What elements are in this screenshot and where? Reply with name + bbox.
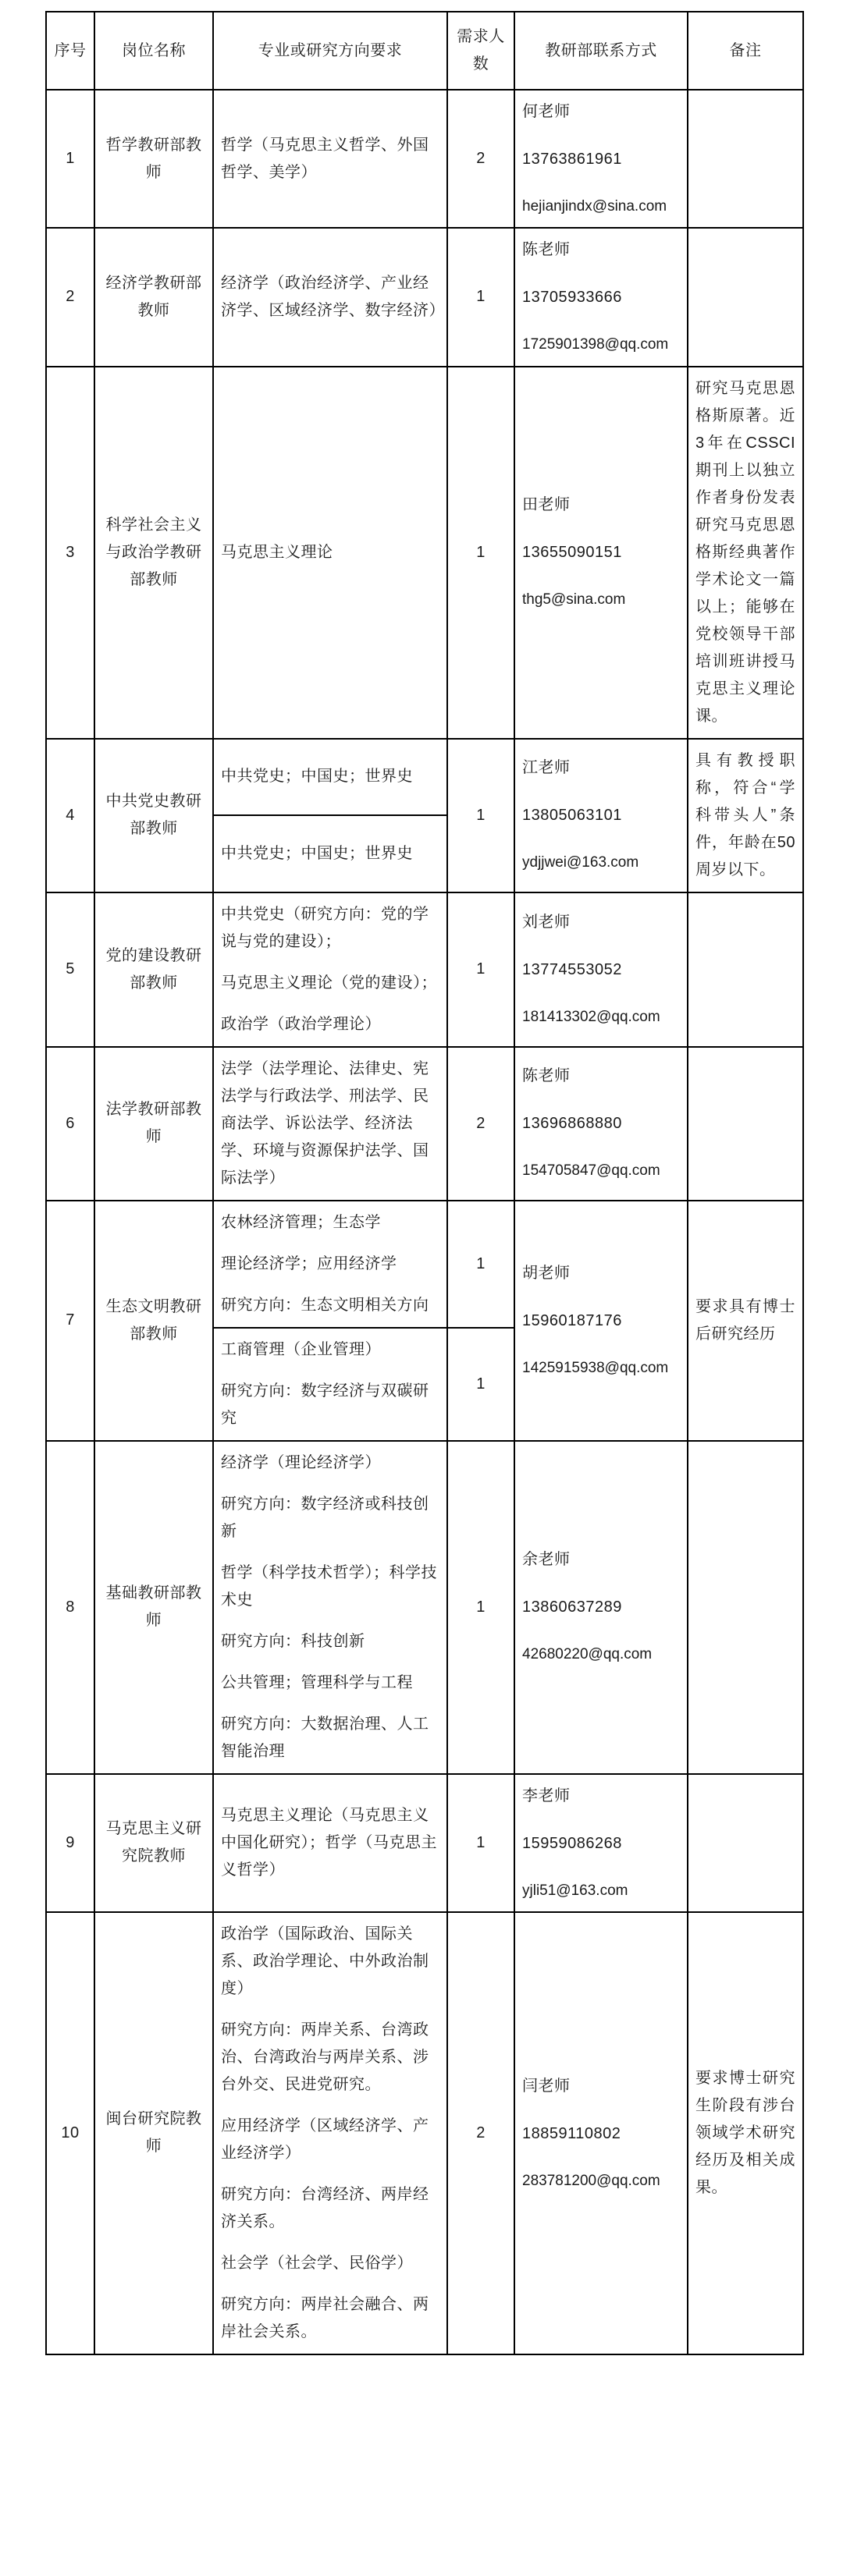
index-cell: 9 (46, 1774, 94, 1912)
remark-cell (688, 1441, 803, 1774)
remark-text: 具有教授职称，符合“学科带头人”条件，年龄在50周岁以下。 (695, 751, 795, 878)
remark-cell (688, 1201, 803, 1441)
major-cell (213, 1201, 447, 1328)
job-requirements-table (45, 11, 804, 2355)
table-row (46, 1912, 803, 2354)
contact-phone: 13860637289 (522, 1598, 622, 1616)
contact-phone: 15959086268 (522, 1834, 622, 1852)
major-line: 政治学（政治学理论） (221, 1015, 381, 1033)
post-name-cell: 中共党史教研部教师 (94, 739, 213, 892)
major-line: 马克思主义理论 (221, 543, 333, 561)
contact-name: 李老师 (522, 1787, 571, 1804)
contact-name: 刘老师 (522, 913, 571, 931)
major-line: 研究方向：生态文明相关方向 (221, 1296, 429, 1314)
count-cell: 1 (447, 1441, 514, 1774)
major-line: 理论经济学；应用经济学 (221, 1254, 397, 1272)
major-line: 中共党史；中国史；世界史 (221, 844, 413, 862)
table-row (46, 892, 803, 1047)
contact-name: 闫老师 (522, 2077, 571, 2095)
major-line: 经济学（政治经济学、产业经济学、区域经济学、数字经济） (221, 274, 445, 319)
contact-phone: 13705933666 (522, 289, 622, 307)
table-row (46, 1201, 803, 1328)
table-row (46, 1774, 803, 1912)
major-line: 中共党史（研究方向：党的学说与党的建设）； (221, 905, 429, 950)
contact-email: 1425915938@qq.com (522, 1359, 669, 1376)
contact-email: 283781200@qq.com (522, 2172, 660, 2189)
table-header (46, 12, 803, 90)
major-line: 经济学（理论经济学） (221, 1453, 381, 1471)
contact-email: yjli51@163.com (522, 1882, 628, 1899)
contact-name: 陈老师 (522, 241, 571, 259)
post-name-cell: 基础教研部教师 (94, 1441, 213, 1774)
remark-cell (688, 1774, 803, 1912)
major-cell (213, 1912, 447, 2354)
count-cell: 1 (447, 1328, 514, 1441)
header-count: 需求人数 (447, 12, 514, 90)
contact-email: hejianjindx@sina.com (522, 198, 667, 215)
count-cell: 2 (447, 90, 514, 228)
post-name-cell: 马克思主义研究院教师 (94, 1774, 213, 1912)
count-cell: 1 (447, 739, 514, 892)
remark-cell (688, 90, 803, 228)
index-cell: 2 (46, 228, 94, 366)
major-cell (213, 367, 447, 739)
count-cell: 1 (447, 892, 514, 1047)
contact-cell (514, 1201, 688, 1441)
major-line: 政治学（国际政治、国际关系、政治学理论、中外政治制度） (221, 1925, 429, 1997)
post-name-cell: 哲学教研部教师 (94, 90, 213, 228)
post-name-cell: 科学社会主义与政治学教研部教师 (94, 367, 213, 739)
post-name-cell: 党的建设教研部教师 (94, 892, 213, 1047)
major-cell (213, 228, 447, 366)
count-cell: 1 (447, 1774, 514, 1912)
major-line: 法学（法学理论、法律史、宪法学与行政法学、刑法学、民商法学、诉讼法学、经济法学、环境与资源保护法学、国际法学） (221, 1059, 429, 1187)
major-line: 研究方向：数字经济或科技创新 (221, 1495, 429, 1540)
table-row (46, 1047, 803, 1201)
major-line: 研究方向：两岸关系、台湾政治、台湾政治与两岸关系、涉台外交、民进党研究。 (221, 2021, 429, 2093)
contact-cell (514, 1774, 688, 1912)
header-row (46, 12, 803, 90)
remark-text: 要求博士研究生阶段有涉台领域学术研究经历及相关成果。 (695, 2069, 795, 2196)
contact-phone: 15960187176 (522, 1311, 622, 1329)
major-line: 公共管理；管理科学与工程 (221, 1673, 413, 1691)
contact-cell (514, 1047, 688, 1201)
contact-email: ydjjwei@163.com (522, 854, 639, 871)
major-cell (213, 1047, 447, 1201)
contact-email: 154705847@qq.com (522, 1162, 660, 1180)
major-line: 研究方向：科技创新 (221, 1632, 365, 1650)
contact-cell (514, 367, 688, 739)
contact-email: 42680220@qq.com (522, 1646, 653, 1663)
index-cell: 6 (46, 1047, 94, 1201)
major-line: 研究方向：两岸社会融合、两岸社会关系。 (221, 2295, 429, 2340)
remark-cell (688, 1047, 803, 1201)
count-cell: 1 (447, 1201, 514, 1328)
major-line: 社会学（社会学、民俗学） (221, 2254, 413, 2272)
remark-text: 研究马克思恩格斯原著。近3年在CSSCI期刊上以独立作者身份发表研究马克思恩格斯经典著作学术论文一篇以上；能够在党校领导干部培训班讲授马克思主义理论课。 (695, 379, 795, 725)
contact-phone: 13774553052 (522, 960, 622, 978)
major-line: 工商管理（企业管理） (221, 1340, 381, 1358)
major-line: 中共党史；中国史；世界史 (221, 768, 413, 786)
major-line: 研究方向：台湾经济、两岸经济关系。 (221, 2185, 429, 2230)
contact-cell (514, 228, 688, 366)
count-cell: 2 (447, 1047, 514, 1201)
index-cell: 7 (46, 1201, 94, 1441)
major-cell (213, 739, 447, 816)
contact-cell (514, 1912, 688, 2354)
header-index: 序号 (46, 12, 94, 90)
major-line: 马克思主义理论（党的建设）； (221, 974, 437, 992)
table-row (46, 739, 803, 816)
major-line: 研究方向：大数据治理、人工智能治理 (221, 1715, 429, 1760)
index-cell: 5 (46, 892, 94, 1047)
major-cell (213, 1328, 447, 1441)
contact-name: 胡老师 (522, 1264, 571, 1282)
table-row (46, 90, 803, 228)
header-major: 专业或研究方向要求 (213, 12, 447, 90)
table-row (46, 367, 803, 739)
index-cell: 3 (46, 367, 94, 739)
major-cell (213, 90, 447, 228)
remark-cell (688, 228, 803, 366)
major-line: 哲学（马克思主义哲学、外国哲学、美学） (221, 136, 429, 181)
major-cell (213, 892, 447, 1047)
header-contact: 教研部联系方式 (514, 12, 688, 90)
contact-name: 田老师 (522, 496, 571, 514)
remark-cell (688, 739, 803, 892)
major-cell (213, 1441, 447, 1774)
major-cell (213, 1774, 447, 1912)
remark-cell (688, 892, 803, 1047)
post-name-cell: 闽台研究院教师 (94, 1912, 213, 2354)
contact-phone: 13805063101 (522, 807, 622, 825)
contact-email: 1725901398@qq.com (522, 336, 669, 353)
contact-name: 余老师 (522, 1551, 571, 1569)
major-line: 农林经济管理；生态学 (221, 1213, 381, 1231)
contact-email: thg5@sina.com (522, 591, 626, 609)
contact-name: 陈老师 (522, 1067, 571, 1085)
major-line: 应用经济学（区域经济学、产业经济学） (221, 2117, 429, 2162)
count-cell: 1 (447, 367, 514, 739)
contact-phone: 13655090151 (522, 544, 622, 562)
post-name-cell: 生态文明教研部教师 (94, 1201, 213, 1441)
contact-cell (514, 892, 688, 1047)
contact-name: 江老师 (522, 759, 571, 777)
count-cell: 2 (447, 1912, 514, 2354)
table-row (46, 228, 803, 366)
post-name-cell: 经济学教研部教师 (94, 228, 213, 366)
count-cell: 1 (447, 228, 514, 366)
header-remark: 备注 (688, 12, 803, 90)
post-name-cell: 法学教研部教师 (94, 1047, 213, 1201)
major-line: 马克思主义理论（马克思主义中国化研究）；哲学（马克思主义哲学） (221, 1806, 437, 1879)
major-cell (213, 815, 447, 892)
index-cell: 1 (46, 90, 94, 228)
major-line: 研究方向：数字经济与双碳研究 (221, 1382, 429, 1427)
contact-cell (514, 739, 688, 892)
contact-name: 何老师 (522, 103, 571, 120)
contact-cell (514, 1441, 688, 1774)
remark-cell (688, 1912, 803, 2354)
contact-phone: 18859110802 (522, 2124, 621, 2142)
index-cell: 4 (46, 739, 94, 892)
contact-phone: 13696868880 (522, 1115, 622, 1133)
remark-cell (688, 367, 803, 739)
header-post: 岗位名称 (94, 12, 213, 90)
remark-text: 要求具有博士后研究经历 (695, 1297, 795, 1343)
index-cell: 8 (46, 1441, 94, 1774)
contact-cell (514, 90, 688, 228)
index-cell: 10 (46, 1912, 94, 2354)
table-row (46, 1441, 803, 1774)
contact-phone: 13763861961 (522, 151, 622, 168)
contact-email: 181413302@qq.com (522, 1008, 660, 1025)
table-body (46, 90, 803, 2354)
major-line: 哲学（科学技术哲学）；科学技术史 (221, 1563, 437, 1609)
